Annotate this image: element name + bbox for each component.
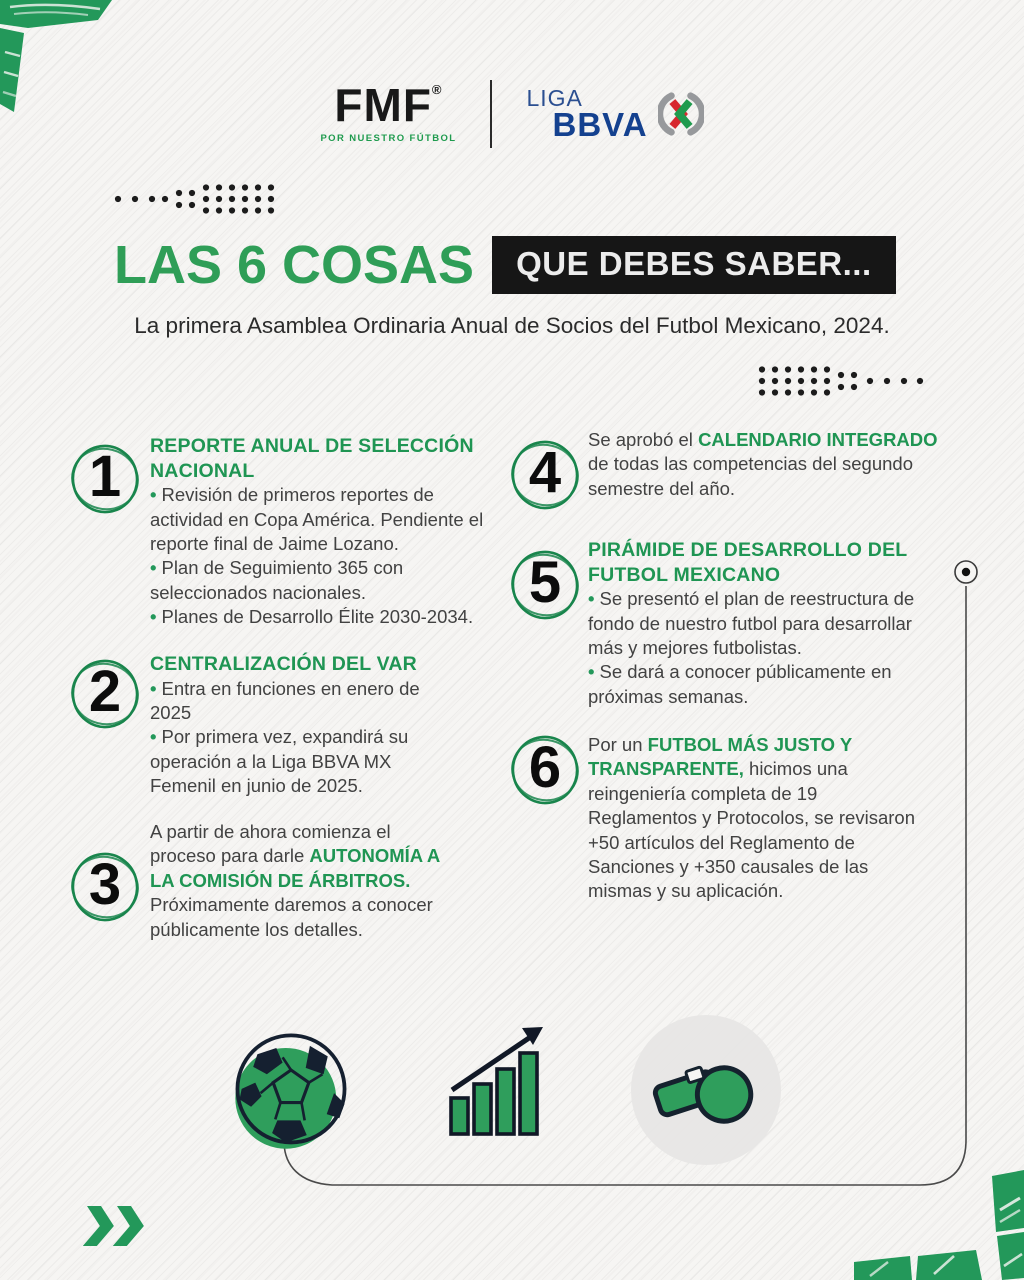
bullet-item: • Entra en funciones en enero de 2025 [150,677,420,723]
item-4-number-badge [510,438,580,512]
fmf-logo [320,79,457,144]
item-5-number-badge [510,548,580,622]
item-highlight: FUTBOL MÁS JUSTO Y TRANSPARENTE, [588,734,852,780]
item-2-number-badge [70,657,140,731]
item-number: 4 [528,439,562,505]
bullet-dot: • [588,661,595,683]
bullet-item: • Revisión de primeros reportes de actividad en Copa América. Pendiente el reporte final de Jaime Lozano. [150,484,484,554]
corner-decoration-bottom-right [854,1170,1024,1280]
item-1 [150,434,496,630]
growth-chart-icon [448,1024,554,1140]
soccer-ball-icon [228,1028,354,1154]
bullet-item: • Se presentó el plan de reestructura de fondo de nuestro futbol para desarrollar más y mejores futbolistas. [588,588,915,658]
bbva-word: BBVA [552,106,648,143]
bullet-item: • Se dará a conocer públicamente en próximas semanas. [588,661,892,707]
item-2 [150,652,462,799]
item-highlight: CALENDARIO INTEGRADO [698,429,938,450]
item-heading: PIRÁMIDE DE DESARROLLO DEL FUTBOL MEXICANO [588,539,908,586]
item-text: A partir de ahora comienza el proceso para darle AUTONOMÍA A LA COMISIÓN DE ÁRBITROS. Próximamente daremos a conocer públicamente los detalles. [150,821,440,940]
whistle-icon [629,1013,783,1167]
bullet-item: • Planes de Desarrollo Élite 2030-2034. [150,606,474,628]
item-number: 3 [88,851,122,917]
registered-mark: ® [431,82,443,98]
item-4 [588,428,944,501]
item-3-number-badge [70,850,140,924]
item-3 [150,820,442,942]
title-black-box: QUE DEBES SABER... [492,236,896,294]
liga-word: LIGA [526,85,583,111]
liga-mx-ball-icon [658,91,704,137]
subtitle: La primera Asamblea Ordinaria Anual de Socios del Futbol Mexicano, 2024. [134,313,890,338]
bullet-dot: • [150,726,157,748]
bullet-dot: • [588,588,595,610]
bullet-dot: • [150,557,157,579]
title-row [114,236,914,294]
item-6-number-badge [510,733,580,807]
item-5 [588,538,950,709]
fmf-tagline: POR NUESTRO FÚTBOL [320,132,457,144]
header [0,80,1024,148]
bullet-dot: • [150,677,157,699]
item-heading: REPORTE ANUAL DE SELECCIÓN NACIONAL [150,435,474,482]
bullet-item: • Plan de Seguimiento 365 con seleccionados nacionales. [150,557,404,603]
item-text: Por un FUTBOL MÁS JUSTO Y TRANSPARENTE, hicimos una reingeniería completa de 19 Reglamentos y Protocolos, se revisaron +50 artículos del Reglamento de Sanciones y +350 causales de las mismas y su aplicación. [588,734,915,902]
item-1-number-badge [70,442,140,516]
item-text: Se aprobó el CALENDARIO INTEGRADO de todas las competencias del segundo semestre del año. [588,429,938,499]
item-number: 5 [528,549,562,615]
item-heading: CENTRALIZACIÓN DEL VAR [150,653,417,675]
dots-pattern-right [757,366,927,396]
fmf-wordmark: FMF® [334,79,443,132]
item-number: 2 [88,658,122,724]
item-6 [588,733,924,904]
bullet-dot: • [150,606,157,628]
title-green-text: LAS 6 COSAS [114,235,475,295]
bullet-item: • Por primera vez, expandirá su operación a la Liga BBVA MX Femenil en junio de 2025. [150,726,409,797]
header-divider [490,80,492,148]
item-number: 6 [528,734,562,800]
item-highlight: AUTONOMÍA A LA COMISIÓN DE ÁRBITROS. [150,845,440,891]
double-chevron-icon [83,1206,147,1246]
item-number: 1 [88,443,122,509]
dots-pattern-left [113,184,283,214]
bullet-dot: • [150,484,157,506]
liga-bbva-logo [526,87,703,141]
